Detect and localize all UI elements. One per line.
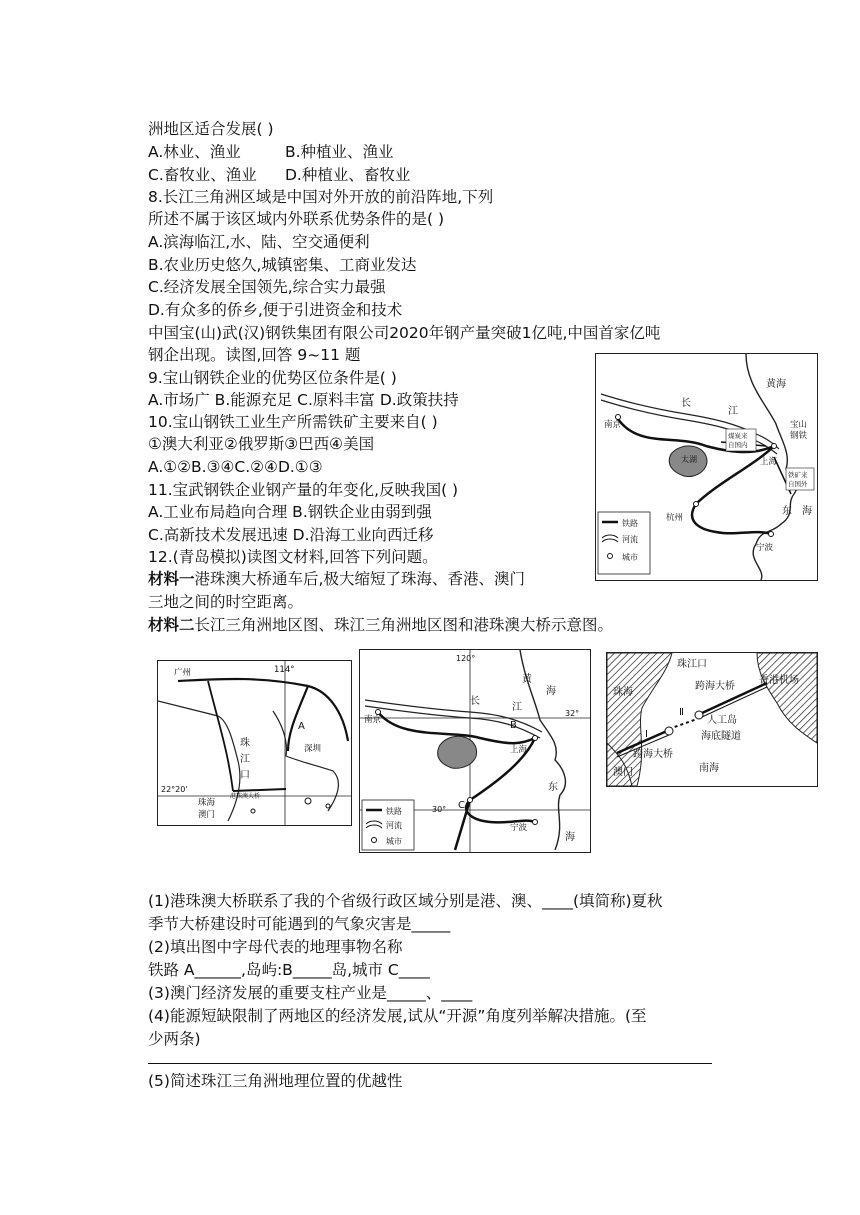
label-C: C	[458, 800, 465, 811]
label-dong: 东	[548, 782, 558, 793]
legend-city: 城市	[622, 553, 638, 562]
label-shenzhen: 深圳	[304, 744, 322, 754]
label-haidi: 海底隧道	[701, 731, 741, 742]
label-shanghai: 上海	[760, 457, 778, 467]
label-nanhai: 南海	[699, 763, 719, 774]
label-shanghai: 上海	[510, 745, 528, 755]
label-nanjing: 南京	[604, 420, 622, 430]
label-lat-32: 32°	[565, 709, 580, 718]
question-12-3: (3)澳门经济发展的重要支柱产业是_____、____	[148, 984, 473, 1002]
label-coal: 煤炭来	[728, 432, 748, 440]
label-lon-120: 120°	[456, 654, 476, 663]
map-pearl-river-delta	[157, 660, 352, 826]
label-ningbo: 宁波	[756, 543, 774, 553]
option-c: C.经济发展全国领先,综合实力最强	[148, 278, 386, 296]
label-taihu: 太湖	[681, 455, 697, 464]
label-baoshan: 宝山	[790, 420, 808, 430]
material-1	[148, 568, 525, 590]
question-11: 11.宝武钢铁企业钢产量的年变化,反映我国( )	[148, 481, 459, 499]
label-dong: 东	[782, 506, 792, 517]
label-jiang: 江	[512, 702, 522, 713]
label-hangzhou: 杭州	[666, 513, 684, 523]
question-12-4-cont: 少两条)	[148, 1030, 201, 1048]
question-9: 9.宝山钢铁企业的优势区位条件是( )	[148, 369, 397, 387]
label-jiang: 江	[728, 406, 738, 417]
label-hai: 海	[546, 686, 556, 697]
question-12-1: (1)港珠澳大桥联系了我的个省级行政区域分别是港、澳、____(填简称)夏秋	[148, 892, 663, 910]
label-hk-airport: 香港机场	[759, 675, 799, 686]
label-roman-1: Ⅰ	[645, 729, 648, 740]
label-lat-30: 30°	[432, 805, 447, 814]
passage: 钢企出现。读图,回答 9~11 题	[148, 346, 361, 364]
option-c: C.畜牧业、渔业	[148, 166, 257, 184]
map-hzmb-diagram	[606, 652, 818, 787]
text-line: 三地之间的时空距离。	[148, 593, 304, 611]
label-guangzhou: 广州	[174, 668, 192, 678]
label-rengongdao: 人工岛	[707, 715, 737, 726]
label-aomen: 澳门	[198, 810, 216, 820]
label-zhu: 珠	[240, 738, 250, 749]
question-12-4: (4)能源短缺限制了两地区的经济发展,试从“开源”角度列举解决措施。(至	[148, 1007, 647, 1025]
label-aomen: 澳门	[613, 767, 633, 778]
label-nanjing: 南京	[364, 715, 382, 725]
options-11: A.工业布局趋向合理 B.钢铁企业由弱到强	[148, 503, 432, 521]
legend-rail: 铁路	[622, 519, 638, 528]
label-ore2: 自国外	[788, 480, 808, 488]
map-yangtze-delta-steel	[595, 353, 818, 581]
answer-line	[148, 1063, 712, 1064]
question-12-5: (5)简述珠江三角洲地理位置的优越性	[148, 1072, 403, 1090]
label-huang: 黄	[522, 674, 532, 685]
label-chang: 长	[470, 696, 480, 707]
question-12-2: (2)填出图中字母代表的地理事物名称	[148, 938, 403, 956]
text-line: 洲地区适合发展( )	[148, 120, 274, 138]
option-d: D.种植业、畜牧业	[285, 166, 411, 184]
material-text: 长江三角洲地区图、珠江三角洲地区图和港珠澳大桥示意图。	[194, 616, 614, 634]
question-12-2-cont: 铁路 A______,岛屿:B_____岛,城市 C____	[148, 961, 430, 979]
material-label: 材料一	[148, 570, 195, 588]
material-2	[148, 614, 613, 636]
label-ore: 铁矿来	[788, 471, 808, 479]
label-lat-2220: 22°20'	[161, 785, 188, 794]
material-label: 材料二	[148, 616, 195, 634]
label-B: B	[510, 720, 517, 731]
label-coal2: 自国内	[728, 441, 748, 449]
options-11: C.高新技术发展迅速 D.沿海工业向西迁移	[148, 526, 434, 544]
label-zhujiangkou: 珠江口	[677, 659, 707, 670]
option-d: D.有众多的侨乡,便于引进资金和技术	[148, 301, 403, 319]
question-10: 10.宝山钢铁工业生产所需铁矿主要来自( )	[148, 413, 438, 431]
label-hai2: 海	[565, 832, 575, 843]
label-chang: 长	[681, 398, 691, 409]
legend-city: 城市	[386, 837, 402, 846]
label-ningbo: 宁波	[510, 823, 528, 833]
label-zhuhai: 珠海	[613, 687, 633, 698]
label-bridge: 港珠澳大桥	[230, 793, 261, 800]
question-12: 12.(青岛模拟)读图文材料,回答下列问题。	[148, 548, 438, 566]
label-huanghai: 黄海	[766, 379, 786, 390]
question-8: 8.长江三角洲区域是中国对外开放的前沿阵地,下列	[148, 188, 494, 206]
label-kou: 口	[240, 770, 250, 781]
legend-rail: 铁路	[386, 807, 402, 816]
material-text: 港珠澳大桥通车后,极大缩短了珠海、香港、澳门	[194, 570, 525, 588]
legend-river: 河流	[622, 535, 638, 544]
label-hai: 海	[802, 506, 812, 517]
option-b: B.农业历史悠久,城镇密集、工商业发达	[148, 256, 417, 274]
label-zhuhai: 珠海	[198, 798, 216, 808]
options-10: A.①②B.③④C.②④D.①③	[148, 458, 323, 476]
map-yangtze-delta	[359, 649, 591, 853]
options-9: A.市场广 B.能源充足 C.原料丰富 D.政策扶持	[148, 391, 459, 409]
label-jiang: 江	[240, 754, 250, 765]
option-b: B.种植业、渔业	[285, 143, 394, 161]
label-A: A	[298, 721, 305, 732]
option-a: A.滨海临江,水、陆、空交通便利	[148, 233, 370, 251]
choices-10: ①澳大利亚②俄罗斯③巴西④美国	[148, 435, 375, 453]
label-lon-114: 114°	[274, 665, 295, 675]
text-line: 所述不属于该区域内外联系优势条件的是( )	[148, 210, 445, 228]
label-kuahai2: 跨海大桥	[633, 749, 673, 760]
legend-river: 河流	[386, 821, 402, 830]
label-kuahai1: 跨海大桥	[695, 681, 735, 692]
label-gangtie: 钢铁	[790, 431, 808, 441]
question-12-1-cont: 季节大桥建设时可能遇到的气象灾害是_____	[148, 915, 451, 933]
passage: 中国宝(山)武(汉)钢铁集团有限公司2020年钢产量突破1亿吨,中国首家亿吨	[148, 324, 661, 342]
option-a: A.林业、渔业	[148, 143, 241, 161]
label-roman-2: Ⅱ	[679, 707, 684, 718]
